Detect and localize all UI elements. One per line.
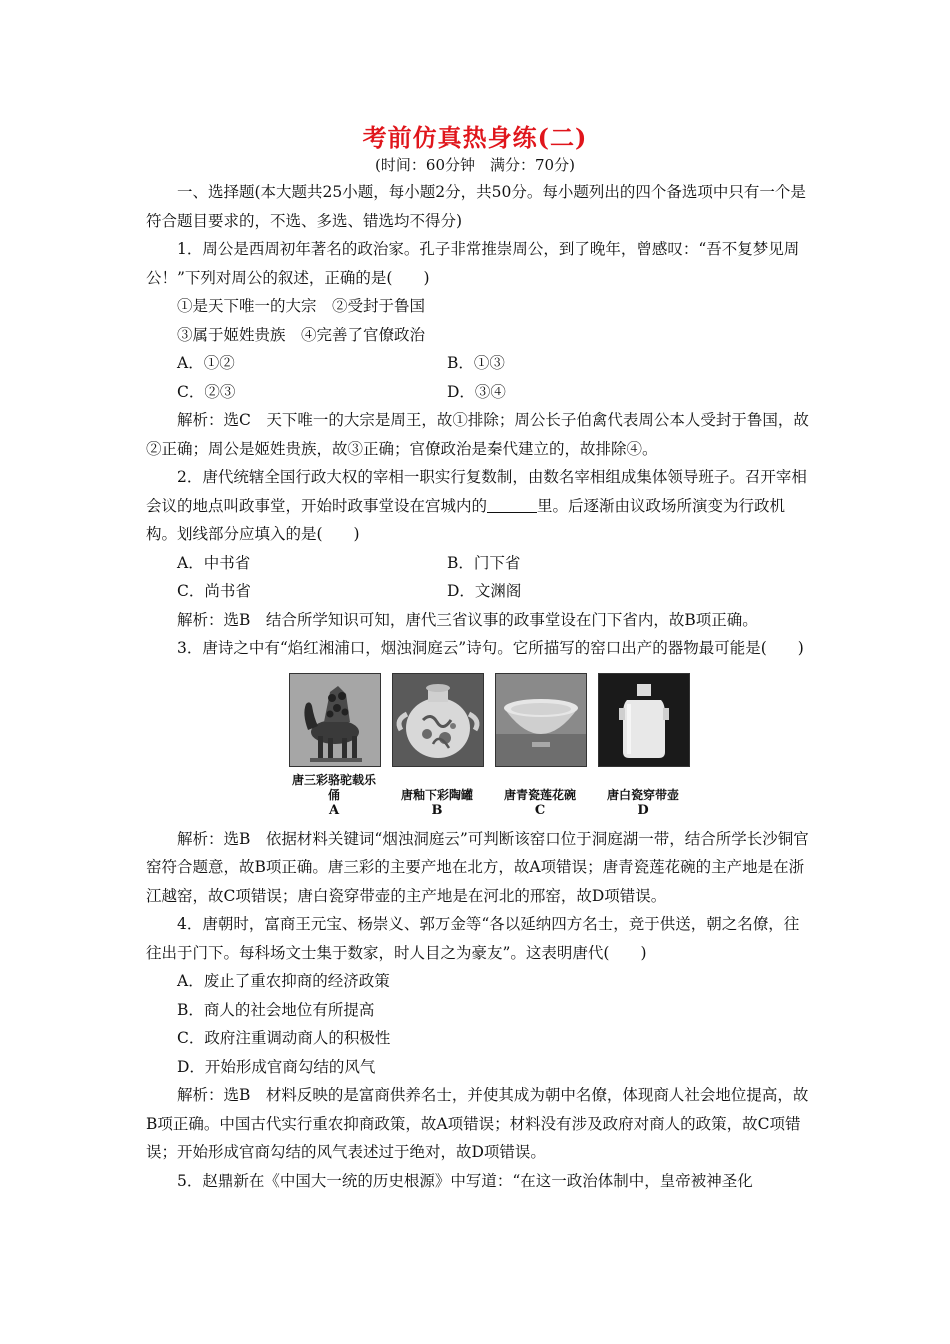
figure-caption: 唐青瓷莲花碗 bbox=[503, 787, 576, 802]
figure-letter: C bbox=[534, 802, 546, 818]
option-c: C．②③ bbox=[177, 382, 236, 401]
section-heading: 一、选择题(本大题共25小题，每小题2分，共50分。每小题列出的四个备选项中只有一个是符合题目要求的，不选、多选、错选均不得分) bbox=[146, 183, 806, 230]
option-b: B．商人的社会地位有所提高 bbox=[177, 1000, 375, 1019]
question-1-options-row bbox=[146, 378, 811, 407]
question-2-stem bbox=[146, 463, 811, 549]
artifact-figure bbox=[146, 673, 811, 819]
option-b: B．门下省 bbox=[447, 553, 521, 572]
fill-in-blank bbox=[487, 496, 537, 513]
question-2-options-row bbox=[146, 577, 811, 606]
painted-jar-photo bbox=[392, 673, 484, 767]
figure-item-d bbox=[598, 673, 688, 819]
celadon-bowl-photo bbox=[495, 673, 587, 767]
question-2-stem-part2: 里。后逐渐由议政场所演变为行政机构。划线部分应填入的是( ) bbox=[146, 496, 786, 543]
option-b: B．①③ bbox=[447, 354, 505, 372]
question-3-analysis: 解析：选B 依据材料关键词“烟浊洞庭云”可判断该窑口位于洞庭湖一带，结合所学长沙铜官窑符合题意，故B项正确。唐三彩的主要产地在北方，故A项错误；唐青瓷莲花碗的主产地是在浙江越窑，故C项错误；唐白瓷穿带壶的主产地是在河北的邢窑，故D项错误。 bbox=[146, 829, 809, 905]
question-2-analysis: 解析：选B 结合所学知识可知，唐代三省议事的政事堂设在门下省内，故B项正确。 bbox=[177, 610, 758, 629]
figure-letter: D bbox=[637, 802, 649, 818]
figure-item-a bbox=[289, 673, 379, 819]
document-body bbox=[146, 178, 811, 1195]
option-a: A．中书省 bbox=[177, 553, 251, 572]
camel-figurine-photo bbox=[289, 673, 381, 767]
figure-letter: A bbox=[328, 802, 340, 818]
option-d: D．开始形成官商勾结的风气 bbox=[177, 1057, 376, 1076]
question-1-analysis: 解析：选C 天下唯一的大宗是周王，故①排除；周公长子伯禽代表周公本人受封于鲁国，故②正确；周公是姬姓贵族，故③正确；官僚政治是秦代建立的，故排除④。 bbox=[146, 411, 809, 458]
question-5-stem: 5．赵鼎新在《中国大一统的历史根源》中写道：“在这一政治体制中，皇帝被神圣化 bbox=[177, 1171, 753, 1190]
question-2-options-row bbox=[146, 549, 811, 578]
question-1-item: ③属于姬姓贵族 ④完善了官僚政治 bbox=[177, 325, 426, 344]
option-a: A．废止了重农抑商的经济政策 bbox=[177, 972, 390, 990]
question-1-stem: 1．周公是西周初年著名的政治家。孔子非常推崇周公，到了晚年，曾感叹：“吾不复梦见周公！”下列对周公的叙述，正确的是( ) bbox=[146, 240, 800, 287]
question-1-options-row bbox=[146, 349, 811, 378]
white-porcelain-flask-photo bbox=[598, 673, 690, 767]
figure-caption: 唐白瓷穿带壶 bbox=[606, 787, 679, 802]
figure-caption: 唐釉下彩陶罐 bbox=[400, 787, 473, 802]
page-title: 考前仿真热身练(二) bbox=[362, 123, 588, 152]
option-c: C．尚书省 bbox=[177, 582, 251, 600]
option-c: C．政府注重调动商人的积极性 bbox=[177, 1029, 391, 1047]
question-1-item: ①是天下唯一的大宗 ②受封于鲁国 bbox=[177, 297, 426, 315]
question-2-stem-part1: 2．唐代统辖全国行政大权的宰相一职实行复数制，由数名宰相组成集体领导班子。召开宰相会议的地点叫政事堂，开始时政事堂设在宫城内的 bbox=[146, 468, 807, 515]
page-subtitle: (时间：60分钟 满分：70分) bbox=[375, 156, 575, 174]
figure-letter: B bbox=[431, 802, 443, 818]
question-4-stem: 4．唐朝时，富商王元宝、杨崇义、郭万金等“各以延纳四方名士，竞于供送，朝之名僚，往往出于门下。每科场文士集于数家，时人目之为豪友”。这表明唐代( ) bbox=[146, 915, 800, 962]
option-d: D．③④ bbox=[447, 382, 506, 401]
figure-item-b bbox=[392, 673, 482, 819]
question-4-analysis: 解析：选B 材料反映的是富商供养名士，并使其成为朝中名僚，体现商人社会地位提高，故B项正确。中国古代实行重农抑商政策，故A项错误；材料没有涉及政府对商人的政策，故C项错误；开始形成官商勾结的风气表述过于绝对，故D项错误。 bbox=[146, 1086, 809, 1161]
option-a: A．①② bbox=[177, 354, 235, 372]
figure-caption: 唐三彩骆驼载乐俑 bbox=[291, 772, 376, 802]
option-d: D．文渊阁 bbox=[447, 582, 522, 600]
question-3-stem: 3．唐诗之中有“焰红湘浦口，烟浊洞庭云”诗句。它所描写的窑口出产的器物最可能是( ) bbox=[177, 639, 804, 657]
figure-item-c bbox=[495, 673, 585, 819]
